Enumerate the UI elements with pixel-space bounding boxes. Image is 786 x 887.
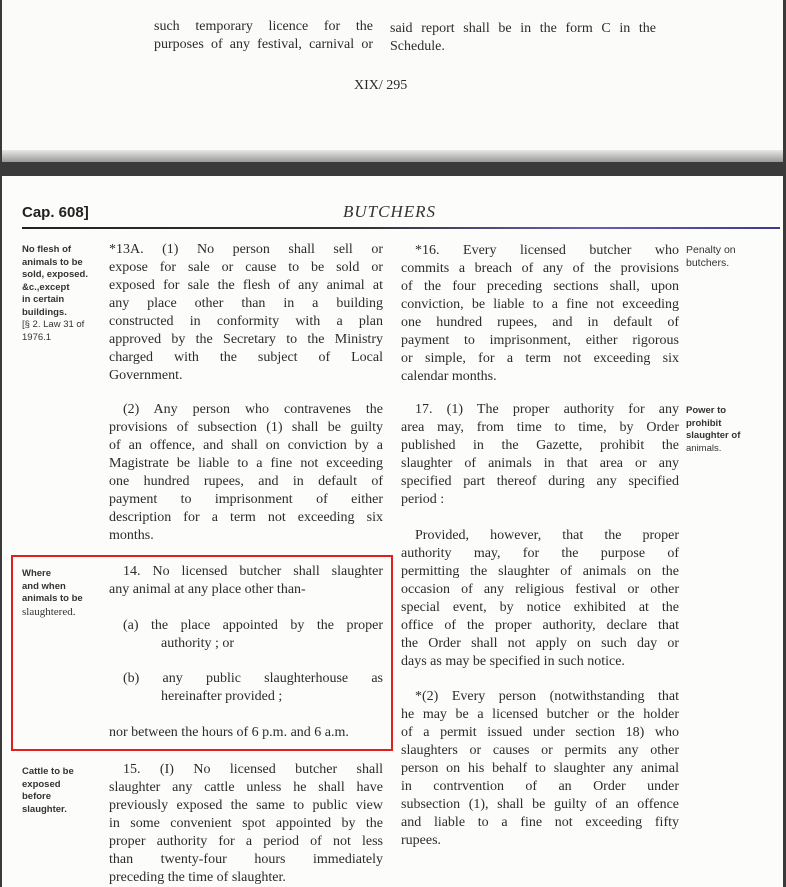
text-line: permitting the slaughter of animals on the	[401, 564, 679, 579]
text-line: conviction, be liable to a fine not exceeding	[401, 297, 679, 312]
text-line: *16. Every licensed butcher who	[415, 243, 679, 258]
main-page	[2, 176, 783, 887]
text-line: period :	[401, 492, 445, 507]
section-14	[109, 563, 383, 599]
previous-page-left-column	[154, 18, 373, 54]
text-line: published in the Gazette, prohibit the	[401, 438, 679, 453]
text-line: slaughter any cattle unless he shall have	[109, 780, 383, 795]
margin-note-line: exposed	[22, 778, 61, 790]
text-line: previously exposed the same to public view	[109, 798, 383, 813]
text-line: proper authority for a period of not less	[109, 834, 383, 849]
chapter-number: Cap. 608]	[22, 204, 89, 221]
section-17-subsection-1	[401, 401, 679, 509]
section-17-proviso	[401, 527, 679, 671]
text-line: 17. (1) The proper authority for any	[415, 402, 679, 417]
text-line: person on his behalf to slaughter any animal	[401, 761, 679, 776]
margin-note-17	[686, 405, 781, 455]
text-line: one hundred rupees, and in default of	[401, 315, 679, 330]
margin-note-line: slaughter.	[22, 803, 67, 815]
text-line: occasion of any religious festival or other	[401, 582, 679, 597]
section-13a-subsection-1	[109, 241, 383, 385]
text-line: authority may, for the purpose of	[401, 546, 679, 561]
margin-note-line: Where	[22, 568, 52, 579]
margin-note-14	[22, 568, 102, 618]
text-line: hereinafter provided ;	[161, 689, 283, 704]
text-line: special event, by notice exhibited at the	[401, 600, 679, 615]
text-line: and liable to a fine not exceeding fifty	[401, 815, 679, 830]
section-16	[401, 242, 679, 386]
text-line: description for a term not exceeding six	[109, 510, 383, 525]
text-line: said report shall be in the form C in the	[390, 21, 656, 36]
text-line: Schedule.	[390, 39, 445, 54]
section-13a-subsection-2	[109, 401, 383, 545]
margin-note-line: No flesh of	[22, 244, 72, 255]
text-line: provisions of subsection (1) shall be guilty	[109, 420, 383, 435]
text-line: slaughter of animals in that area or any	[401, 456, 679, 471]
text-line: Provided, however, that the proper	[415, 528, 679, 543]
text-line: preceding the time of slaughter.	[109, 870, 286, 885]
margin-note-line: buildings.	[22, 306, 67, 318]
text-line: exposed for sale the flesh of any animal at	[109, 278, 383, 293]
margin-note-line: [§ 2. Law 31 of	[22, 319, 85, 330]
text-line: approved by the Secretary to the Ministry	[109, 332, 383, 347]
section-14-item-b	[123, 670, 383, 706]
text-line: Magistrate be liable to a fine not exceeding	[109, 456, 383, 471]
text-line: of the four preceding sections shall, upon	[401, 279, 679, 294]
page-number: XIX/ 295	[354, 78, 408, 93]
section-14-item-a	[123, 617, 383, 653]
text-line: Government.	[109, 368, 183, 383]
text-line: rupees.	[401, 833, 442, 848]
margin-note-16	[686, 244, 781, 269]
text-line: (a) the place appointed by the proper	[123, 618, 383, 633]
page-edge	[2, 150, 783, 162]
text-line: *13A. (1) No person shall sell or	[109, 242, 383, 257]
text-line: charged with the subject of Local	[109, 350, 383, 365]
text-line: slaughters or causes or permits any other	[401, 743, 679, 758]
text-line: payment to imprisonment, either rigorous	[401, 333, 679, 348]
margin-note-line: Cattle to be	[22, 766, 74, 777]
text-line: constructed in conformity with a plan	[109, 314, 383, 329]
margin-note-13a	[22, 244, 102, 344]
text-line: of an offence, and shall on conviction by a	[109, 438, 383, 453]
text-line: office of the proper authority, declare that	[401, 618, 679, 633]
margin-note-line: prohibit	[686, 417, 722, 429]
text-line: than twenty-four hours immediately	[109, 852, 383, 867]
text-line: calendar months.	[401, 369, 497, 384]
margin-note-line: &c.,except	[22, 281, 70, 293]
text-line: *(2) Every person (notwithstanding that	[415, 689, 679, 704]
margin-note-line: sold, exposed.	[22, 269, 88, 280]
text-line: any animal at any place other than-	[109, 582, 306, 597]
text-line: (2) Any person who contravenes the	[123, 402, 383, 417]
margin-note-line: animals.	[686, 442, 722, 454]
margin-note-line: 1976.1	[22, 331, 52, 343]
previous-page-right-column	[390, 20, 656, 56]
text-line: purposes of any festival, carnival or	[154, 37, 373, 52]
margin-note-line: and when	[22, 580, 66, 592]
text-line: authority ; or	[161, 636, 235, 651]
margin-note-line: in certain	[22, 294, 65, 305]
text-line: specified part thereof during any specified	[401, 474, 679, 489]
text-line: commits a breach of any of the provisions	[401, 261, 679, 276]
text-line: of a permit issued under section 18) who	[401, 725, 679, 740]
text-line: in contrvention of an Order under	[401, 779, 679, 794]
text-line: months.	[109, 528, 154, 543]
previous-page	[2, 0, 783, 162]
text-line: 14. No licensed butcher shall slaughter	[123, 564, 383, 579]
text-line: or simple, for a term not exceeding six	[401, 351, 679, 366]
text-line: the Order shall not apply on such day or	[401, 636, 679, 651]
text-line: (b) any public slaughterhouse as	[123, 671, 383, 686]
text-line: subsection (1), shall be guilty of an offence	[401, 797, 679, 812]
margin-note-line: slaughter of	[686, 430, 741, 441]
text-line: he may be a licensed butcher or the holder	[401, 707, 679, 722]
margin-note-line: animals to be	[22, 256, 83, 268]
section-14-closing: nor between the hours of 6 p.m. and 6 a.m.	[109, 725, 349, 740]
text-line: area may, from time to time, by Order	[401, 420, 679, 435]
section-15	[109, 761, 383, 887]
page-title: BUTCHERS	[343, 202, 436, 221]
text-line: one hundred rupees, and in default of	[109, 474, 383, 489]
text-line: days as may be specified in such notice.	[401, 654, 625, 669]
text-line: in some convenient spot appointed by the	[109, 816, 383, 831]
margin-note-line: slaughtered.	[22, 605, 76, 618]
margin-note-line: Power to	[686, 405, 727, 416]
text-line: 15. (I) No licensed butcher shall	[123, 762, 383, 777]
header-rule	[22, 227, 780, 229]
margin-note-line: butchers.	[686, 256, 730, 269]
margin-note-line: animals to be	[22, 593, 83, 604]
section-17-subsection-2	[401, 688, 679, 850]
text-line: any place other than in a building	[109, 296, 383, 311]
margin-note-15	[22, 766, 102, 816]
text-line: payment to imprisonment of either	[109, 492, 383, 507]
margin-note-line: Penalty on	[686, 244, 736, 256]
text-line: expose for sale or cause to be sold or	[109, 260, 383, 275]
margin-note-line: before	[22, 791, 52, 802]
text-line: such temporary licence for the	[154, 19, 373, 34]
